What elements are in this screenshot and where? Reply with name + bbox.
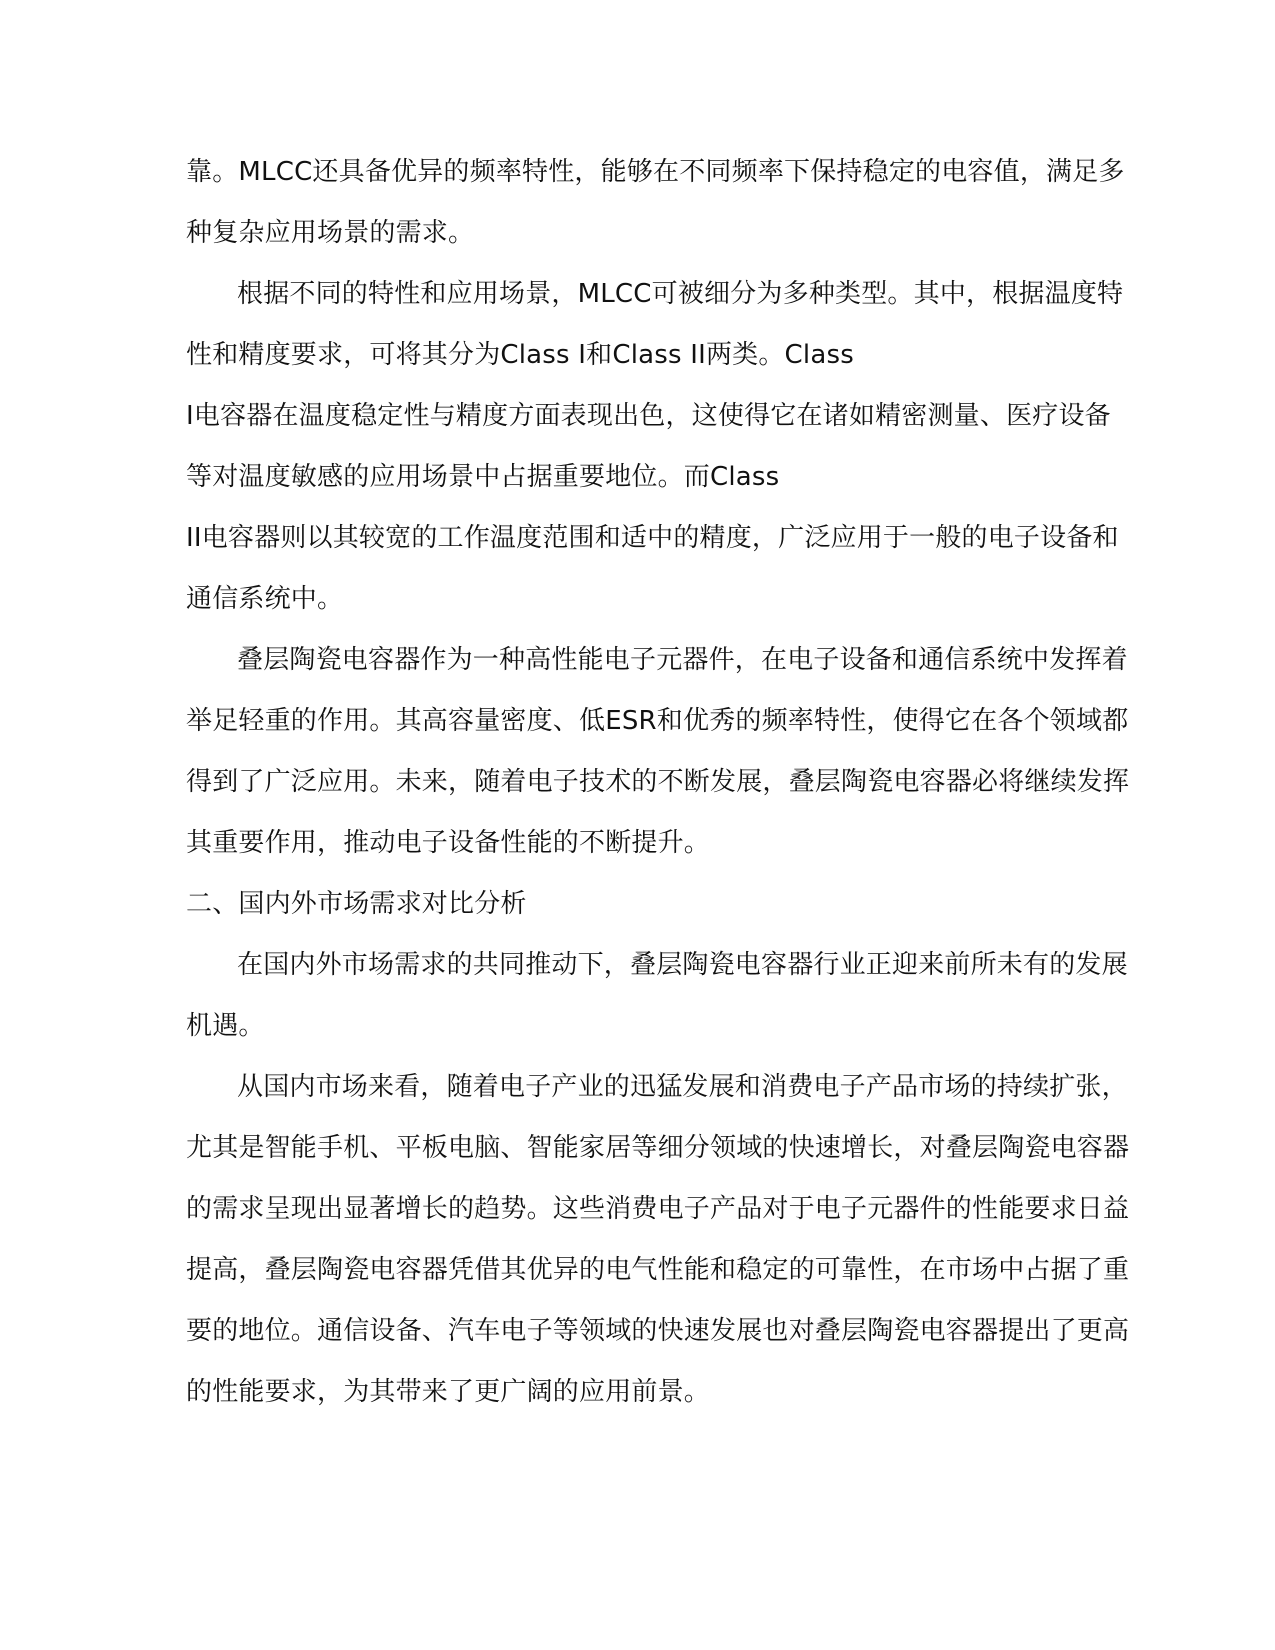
paragraph-line: 提高，叠层陶瓷电容器凭借其优异的电气性能和稳定的可靠性，在市场中占据了重 [186, 1255, 1130, 1285]
paragraph-line: 机遇。 [186, 1011, 265, 1041]
paragraph-line: 通信系统中。 [186, 584, 344, 614]
paragraph-line: 叠层陶瓷电容器作为一种高性能电子元器件，在电子设备和通信系统中发挥着 [237, 645, 1128, 675]
paragraph-line: 等对温度敏感的应用场景中占据重要地位。而Class [186, 462, 780, 492]
paragraph-line: I电容器在温度稳定性与精度方面表现出色，这使得它在诸如精密测量、医疗设备 [186, 401, 1111, 431]
section-heading: 二、国内外市场需求对比分析 [186, 889, 527, 919]
paragraph-line: 性和精度要求，可将其分为Class I和Class II两类。Class [186, 340, 854, 370]
paragraph-line: 在国内外市场需求的共同推动下，叠层陶瓷电容器行业正迎来前所未有的发展 [237, 950, 1128, 980]
paragraph-line: 从国内市场来看，随着电子产业的迅猛发展和消费电子产品市场的持续扩张， [237, 1072, 1128, 1102]
paragraph-line: 的性能要求，为其带来了更广阔的应用前景。 [186, 1377, 711, 1407]
paragraph-line: 根据不同的特性和应用场景，MLCC可被细分为多种类型。其中，根据温度特 [237, 279, 1124, 309]
paragraph-line: 的需求呈现出显著增长的趋势。这些消费电子产品对于电子元器件的性能要求日益 [186, 1194, 1130, 1224]
paragraph-line: 种复杂应用场景的需求。 [186, 218, 475, 248]
paragraph-line: 尤其是智能手机、平板电脑、智能家居等细分领域的快速增长，对叠层陶瓷电容器 [186, 1133, 1130, 1163]
paragraph-line: 靠。MLCC还具备优异的频率特性，能够在不同频率下保持稳定的电容值，满足多 [186, 157, 1125, 187]
paragraph-line: 得到了广泛应用。未来，随着电子技术的不断发展，叠层陶瓷电容器必将继续发挥 [186, 767, 1130, 797]
paragraph-line: 要的地位。通信设备、汽车电子等领域的快速发展也对叠层陶瓷电容器提出了更高 [186, 1316, 1130, 1346]
paragraph-line: 其重要作用，推动电子设备性能的不断提升。 [186, 828, 711, 858]
paragraph-line: II电容器则以其较宽的工作温度范围和适中的精度，广泛应用于一般的电子设备和 [186, 523, 1119, 553]
paragraph-line: 举足轻重的作用。其高容量密度、低ESR和优秀的频率特性，使得它在各个领域都 [186, 706, 1129, 736]
